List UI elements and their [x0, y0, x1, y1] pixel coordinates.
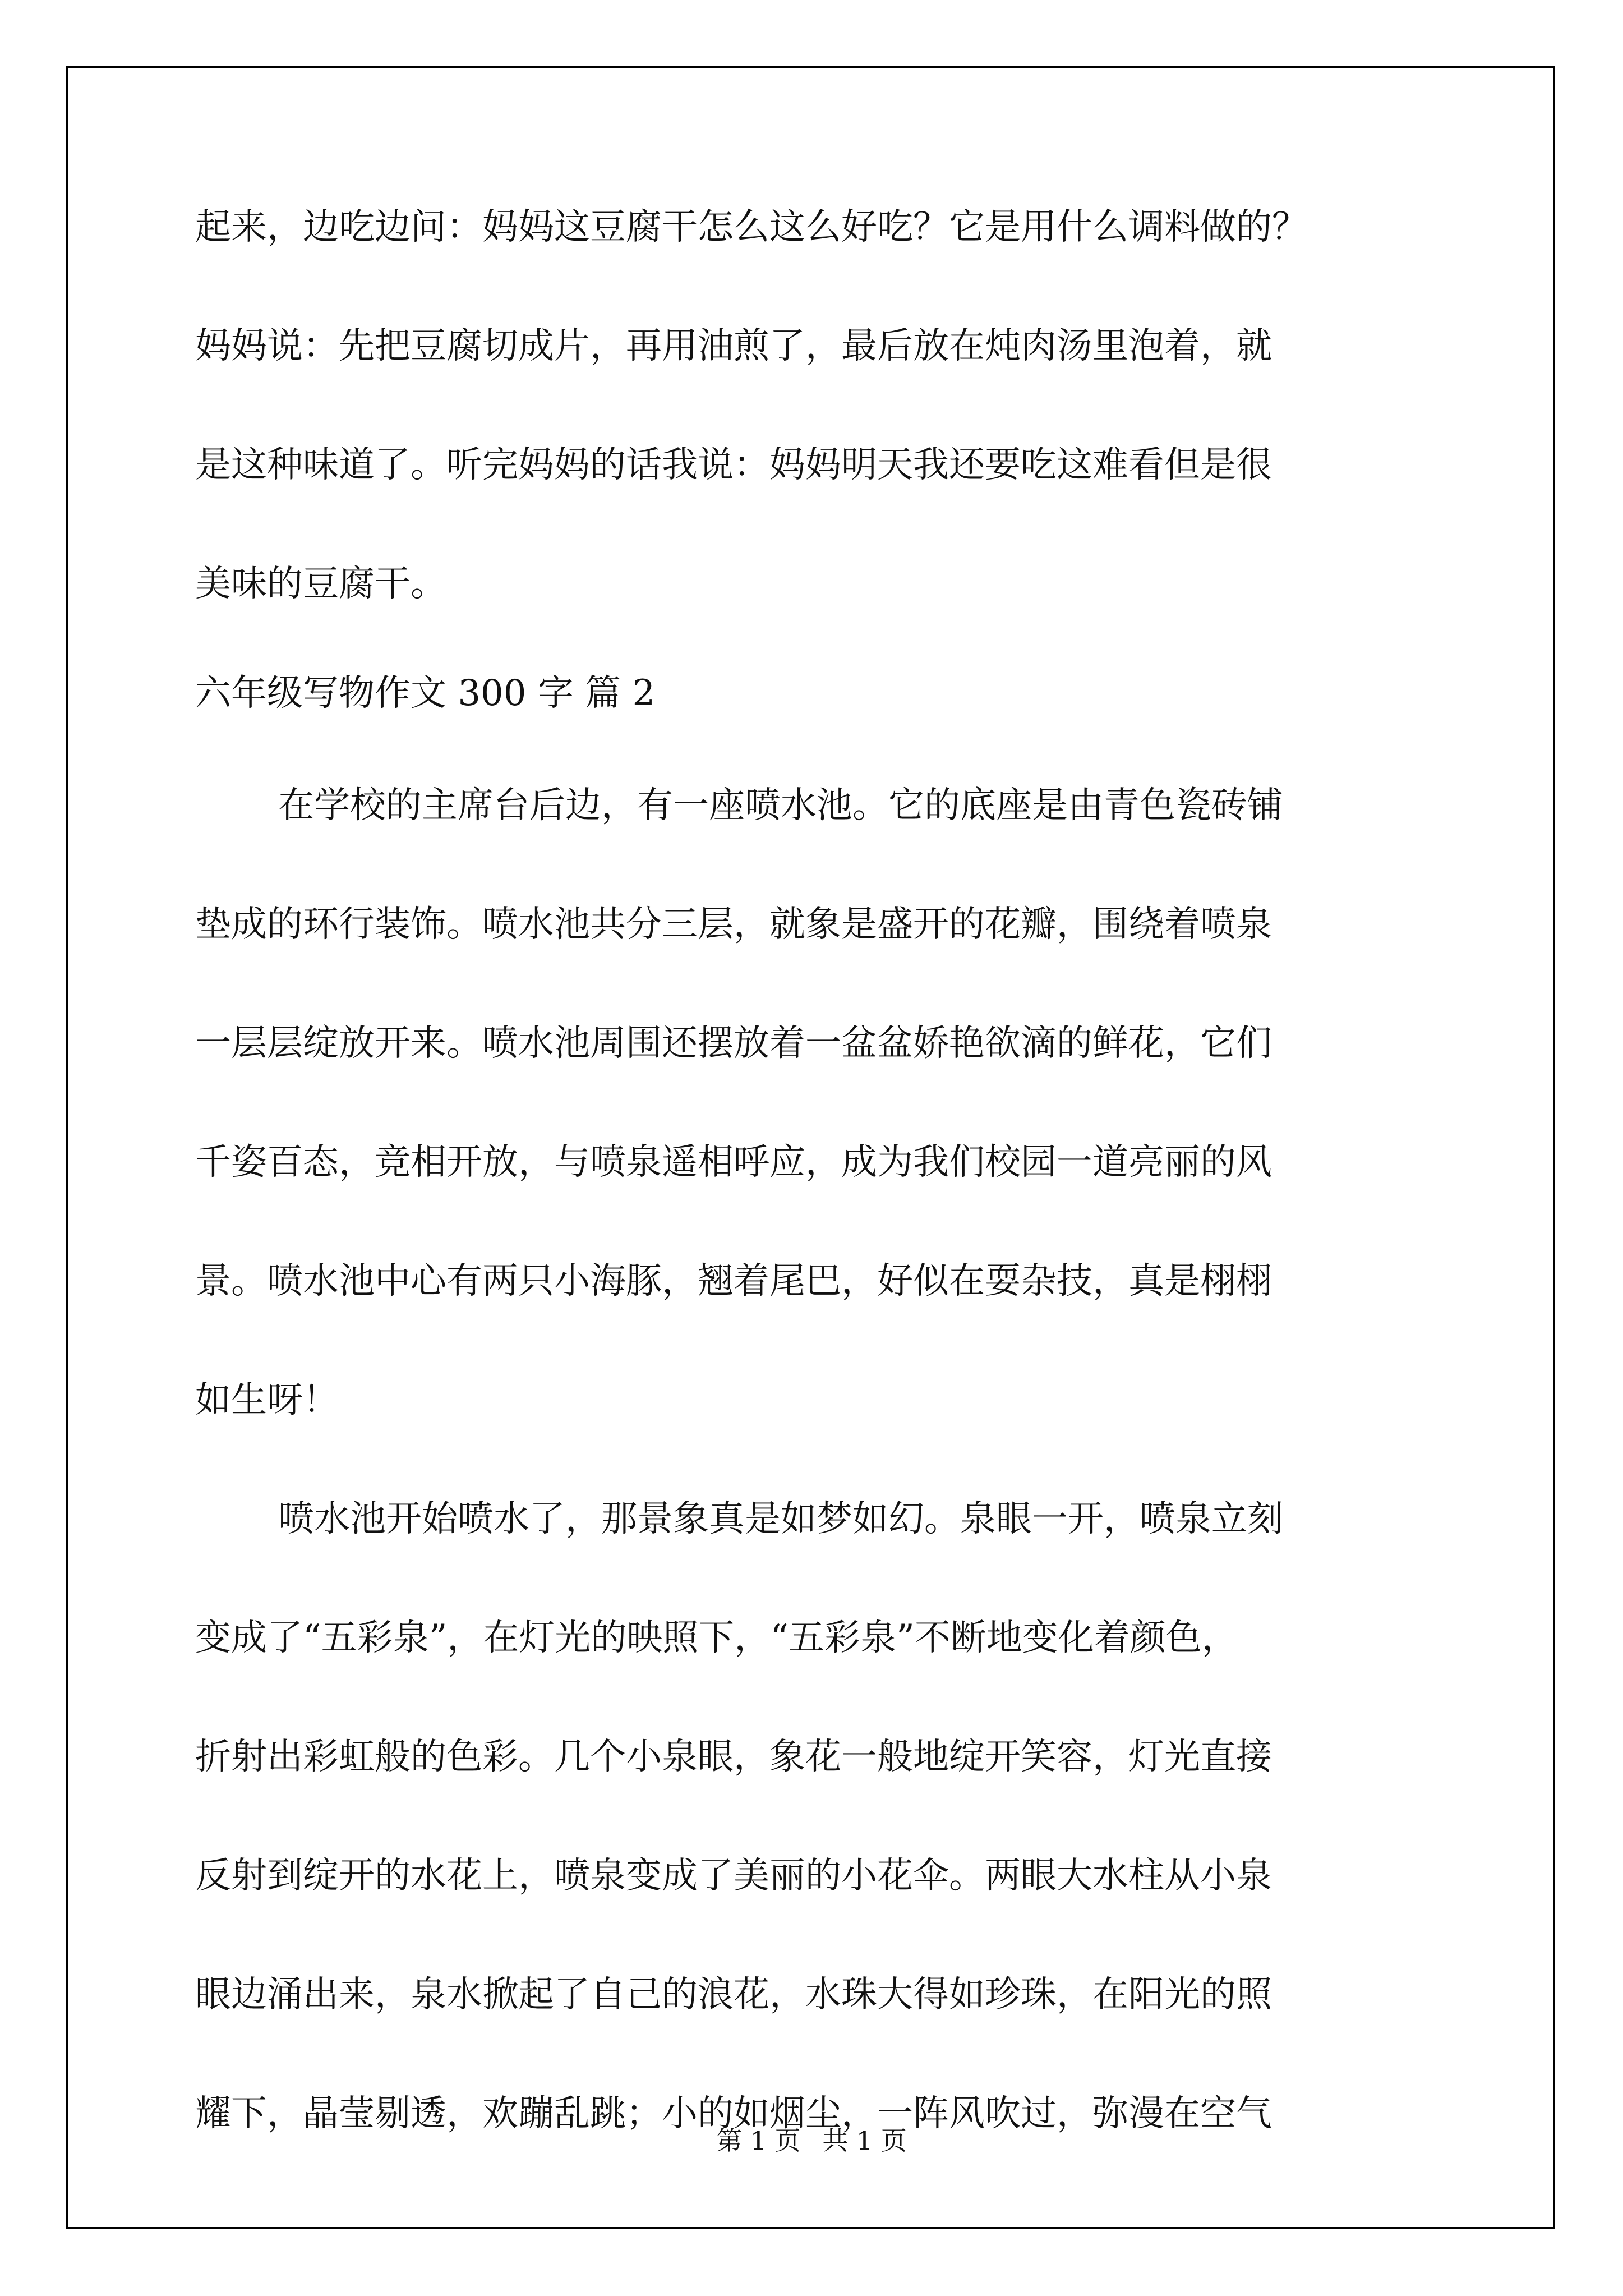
- paragraph-line: 起来，边吃边问：妈妈这豆腐干怎么这么好吃？它是用什么调料做的？: [195, 206, 1308, 248]
- paragraph-line: 妈妈说：先把豆腐切成片，再用油煎了，最后放在炖肉汤里泡着，就: [195, 325, 1272, 367]
- page-number-total: 共 1 页: [822, 2125, 907, 2156]
- paragraph-line: 变成了“五彩泉”，在灯光的映照下，“五彩泉”不断地变化着颜色，: [195, 1617, 1238, 1659]
- paragraph-line: 是这种味道了。听完妈妈的话我说：妈妈明天我还要吃这难看但是很: [195, 444, 1272, 486]
- paragraph-line: 景。喷水池中心有两只小海豚，翘着尾巴，好似在耍杂技，真是栩栩: [195, 1260, 1272, 1302]
- paragraph-line: 喷水池开始喷水了，那景象真是如梦如幻。泉眼一开，喷泉立刻: [278, 1498, 1283, 1540]
- paragraph-line: 折射出彩虹般的色彩。几个小泉眼，象花一般地绽开笑容，灯光直接: [195, 1736, 1272, 1778]
- page-number-current: 第 1 页: [716, 2125, 801, 2156]
- section-heading: 六年级写物作文 300 字 篇 2: [195, 673, 656, 714]
- paragraph-line: 在学校的主席台后边，有一座喷水池。它的底座是由青色瓷砖铺: [278, 785, 1283, 826]
- paragraph-line: 一层层绽放开来。喷水池周围还摆放着一盆盆娇艳欲滴的鲜花，它们: [195, 1023, 1272, 1064]
- paragraph-line: 眼边涌出来，泉水掀起了自己的浪花，水珠大得如珍珠，在阳光的照: [195, 1974, 1272, 2016]
- paragraph-line: 美味的豆腐干。: [195, 563, 446, 605]
- paragraph-line: 千姿百态，竞相开放，与喷泉遥相呼应，成为我们校园一道亮丽的风: [195, 1142, 1272, 1183]
- paragraph-line: 耀下，晶莹剔透，欢蹦乱跳；小的如烟尘，一阵风吹过，弥漫在空气: [195, 2093, 1272, 2134]
- paragraph-line: 垫成的环行装饰。喷水池共分三层，就象是盛开的花瓣，围绕着喷泉: [195, 904, 1272, 945]
- page-footer: [0, 2120, 1623, 2157]
- paragraph-line: 反射到绽开的水花上，喷泉变成了美丽的小花伞。两眼大水柱从小泉: [195, 1855, 1272, 1897]
- paragraph-line: 如生呀！: [195, 1379, 339, 1421]
